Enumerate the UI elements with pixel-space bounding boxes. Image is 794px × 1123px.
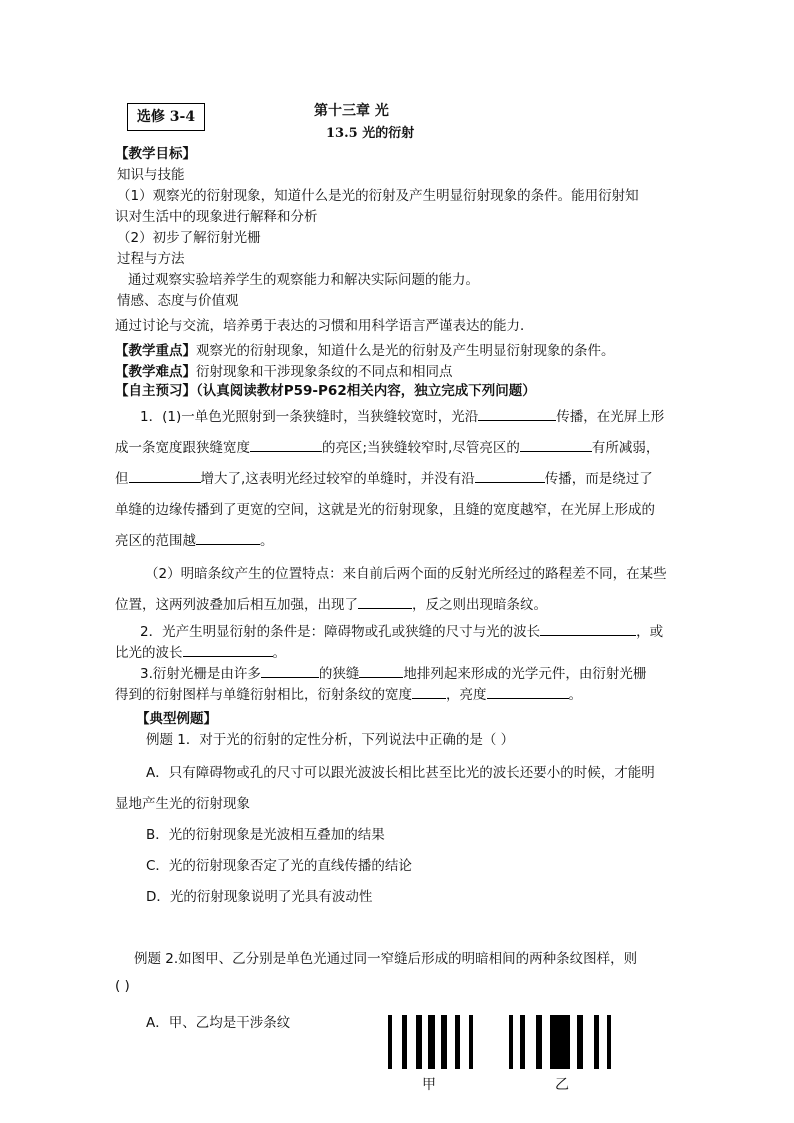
figure-label-jia: 甲 (422, 1077, 436, 1093)
fringe-yi-2 (520, 1015, 525, 1069)
q1-line-2 (115, 436, 659, 456)
q1-text-d: 的亮区;当狭缝较窄时,尽管亮区的 (322, 440, 520, 456)
fringe-jia-3 (416, 1015, 422, 1069)
q3-blank-4[interactable] (487, 683, 569, 699)
fringe-yi-5 (577, 1015, 583, 1069)
difficulty-line (115, 360, 453, 380)
q1-text-i: 亮区的范围越 (115, 533, 196, 549)
chapter-title: 第十三章 光 (314, 103, 389, 119)
q3-blank-3[interactable] (412, 683, 446, 699)
example-1-question: 例题 1．对于光的衍射的定性分析，下列说法中正确的是（ ） (146, 732, 515, 748)
q3-text-e: ，亮度 (446, 687, 487, 703)
q1-blank-3[interactable] (520, 436, 592, 452)
figure-label-yi: 乙 (555, 1077, 569, 1093)
example-1-option-b: B．光的衍射现象是光波相互叠加的结果 (146, 827, 385, 843)
q1-text-g: 增大了,这表明光经过较窄的单缝时，并没有沿 (200, 471, 475, 487)
q3-blank-1[interactable] (261, 662, 319, 678)
q1-blank-4[interactable] (129, 467, 201, 483)
q2-line-2 (115, 641, 286, 661)
q3-text-b: 的狭缝 (318, 666, 360, 682)
q1b-text-a: 位置，这两列波叠加后相互加强，出现了 (115, 597, 358, 613)
section-title: 13.5 光的衍射 (326, 126, 415, 141)
q2-line-1 (140, 620, 663, 640)
knowledge-heading: 知识与技能 (117, 167, 185, 183)
difficulty-heading: 【教学难点】 (115, 364, 196, 380)
fringe-yi-1 (509, 1015, 513, 1069)
example-1-option-a-cont: 显地产生光的衍射现象 (115, 796, 250, 812)
key-point-text: 观察光的衍射现象，知道什么是光的衍射及产生明显衍射现象的条件。 (196, 343, 615, 359)
q1b-text-b: ，反之则出现暗条纹。 (412, 597, 547, 613)
key-point-heading: 【教学重点】 (115, 343, 196, 359)
knowledge-item-2: （2）初步了解衍射光栅 (117, 230, 261, 246)
example-1-option-a: A．只有障碍物或孔的尺寸可以跟光波波长相比甚至比光的波长还要小的时候，才能明 (146, 765, 655, 781)
q2-text-d: 。 (272, 645, 286, 661)
q3-line-2 (115, 683, 582, 703)
knowledge-item-1: （1）观察光的衍射现象，知道什么是光的衍射及产生明显衍射现象的条件。能用衍射知 (117, 188, 639, 204)
process-item: 通过观察实验培养学生的观察能力和解决实际问题的能力。 (128, 272, 479, 288)
fringe-yi-6 (594, 1015, 599, 1069)
q1-blank-6[interactable] (196, 529, 260, 545)
q2-blank-2[interactable] (183, 641, 273, 657)
example-2-question: 例题 2.如图甲、乙分别是单色光通过同一窄缝后形成的明暗相间的两种条纹图样，则 (134, 951, 638, 967)
q1-text-h: 传播，而是绕过了 (544, 471, 653, 487)
q1-line-5 (115, 529, 274, 549)
fringe-jia-6 (455, 1015, 460, 1069)
key-point-line (115, 339, 615, 359)
q2-text-b: ，或 (636, 624, 664, 640)
fringe-jia-7 (469, 1015, 473, 1069)
fringe-jia-5 (441, 1015, 447, 1069)
fringe-jia-1 (388, 1015, 392, 1069)
elective-badge: 选修 3-4 (127, 103, 205, 131)
example-2-answer-paren: ( ) (115, 978, 130, 994)
q1-blank-1[interactable] (478, 405, 556, 421)
q1-blank-2[interactable] (250, 436, 322, 452)
q1b-blank[interactable] (358, 593, 412, 609)
q3-text-d: 得到的衍射图样与单缝衍射相比，衍射条纹的宽度 (115, 687, 412, 703)
q3-blank-2[interactable] (359, 662, 403, 678)
fringe-yi-7 (607, 1015, 611, 1069)
q1b-line-1: （2）明暗条纹产生的位置特点：来自前后两个面的反射光所经过的路程差不同，在某些 (145, 566, 667, 582)
q2-text-a: 2．光产生明显衍射的条件是：障碍物或孔或狭缝的尺寸与光的波长 (140, 624, 541, 640)
q3-line-1 (140, 662, 646, 682)
knowledge-item-1-cont: 识对生活中的现象进行解释和分析 (115, 209, 318, 225)
q1-text-c: 成一条宽度跟狭缝宽度 (115, 440, 250, 456)
q1b-line-2 (115, 593, 547, 613)
fringe-yi-3 (536, 1015, 542, 1069)
process-heading: 过程与方法 (117, 251, 185, 267)
q3-text-f: 。 (568, 687, 582, 703)
q1-text-e: 有所减弱， (591, 440, 660, 456)
q2-text-c: 比光的波长 (115, 645, 183, 661)
q1-text-j: 。 (260, 533, 274, 549)
example-2-option-a: A．甲、乙均是干涉条纹 (146, 1015, 291, 1031)
preview-heading: 【自主预习】（认真阅读教材P59-P62相关内容，独立完成下列问题） (115, 383, 536, 399)
q1-text-a: 1．(1)一单色光照射到一条狭缝时，当狭缝较宽时，光沿 (140, 409, 479, 425)
examples-heading: 【典型例题】 (136, 711, 217, 727)
q1-blank-5[interactable] (475, 467, 545, 483)
q1-line-3 (115, 467, 653, 487)
example-1-option-c: C．光的衍射现象否定了光的直线传播的结论 (146, 858, 412, 874)
fringe-jia-2 (402, 1015, 407, 1069)
q1-text-b: 传播，在光屏上形 (556, 409, 665, 425)
difficulty-text: 衍射现象和干涉现象条纹的不同点和相同点 (196, 364, 453, 380)
fringe-yi-4 (550, 1015, 570, 1069)
fringe-jia-4 (428, 1015, 435, 1069)
q1-line-1 (140, 405, 664, 425)
goals-heading: 【教学目标】 (115, 146, 196, 162)
q3-text-c: 地排列起来形成的光学元件，由衍射光栅 (403, 666, 647, 682)
q1-text-f: 但 (115, 471, 129, 487)
q1-line-4: 单缝的边缘传播到了更宽的空间，这就是光的衍射现象，且缝的宽度越窄，在光屏上形成的 (115, 502, 655, 518)
emotion-heading: 情感、态度与价值观 (117, 293, 239, 309)
example-1-option-d: D．光的衍射现象说明了光具有波动性 (146, 889, 373, 905)
q2-blank-1[interactable] (540, 620, 636, 636)
q3-text-a: 3.衍射光栅是由许多 (140, 666, 261, 682)
emotion-item: 通过讨论与交流，培养勇于表达的习惯和用科学语言严谨表达的能力． (115, 318, 534, 334)
